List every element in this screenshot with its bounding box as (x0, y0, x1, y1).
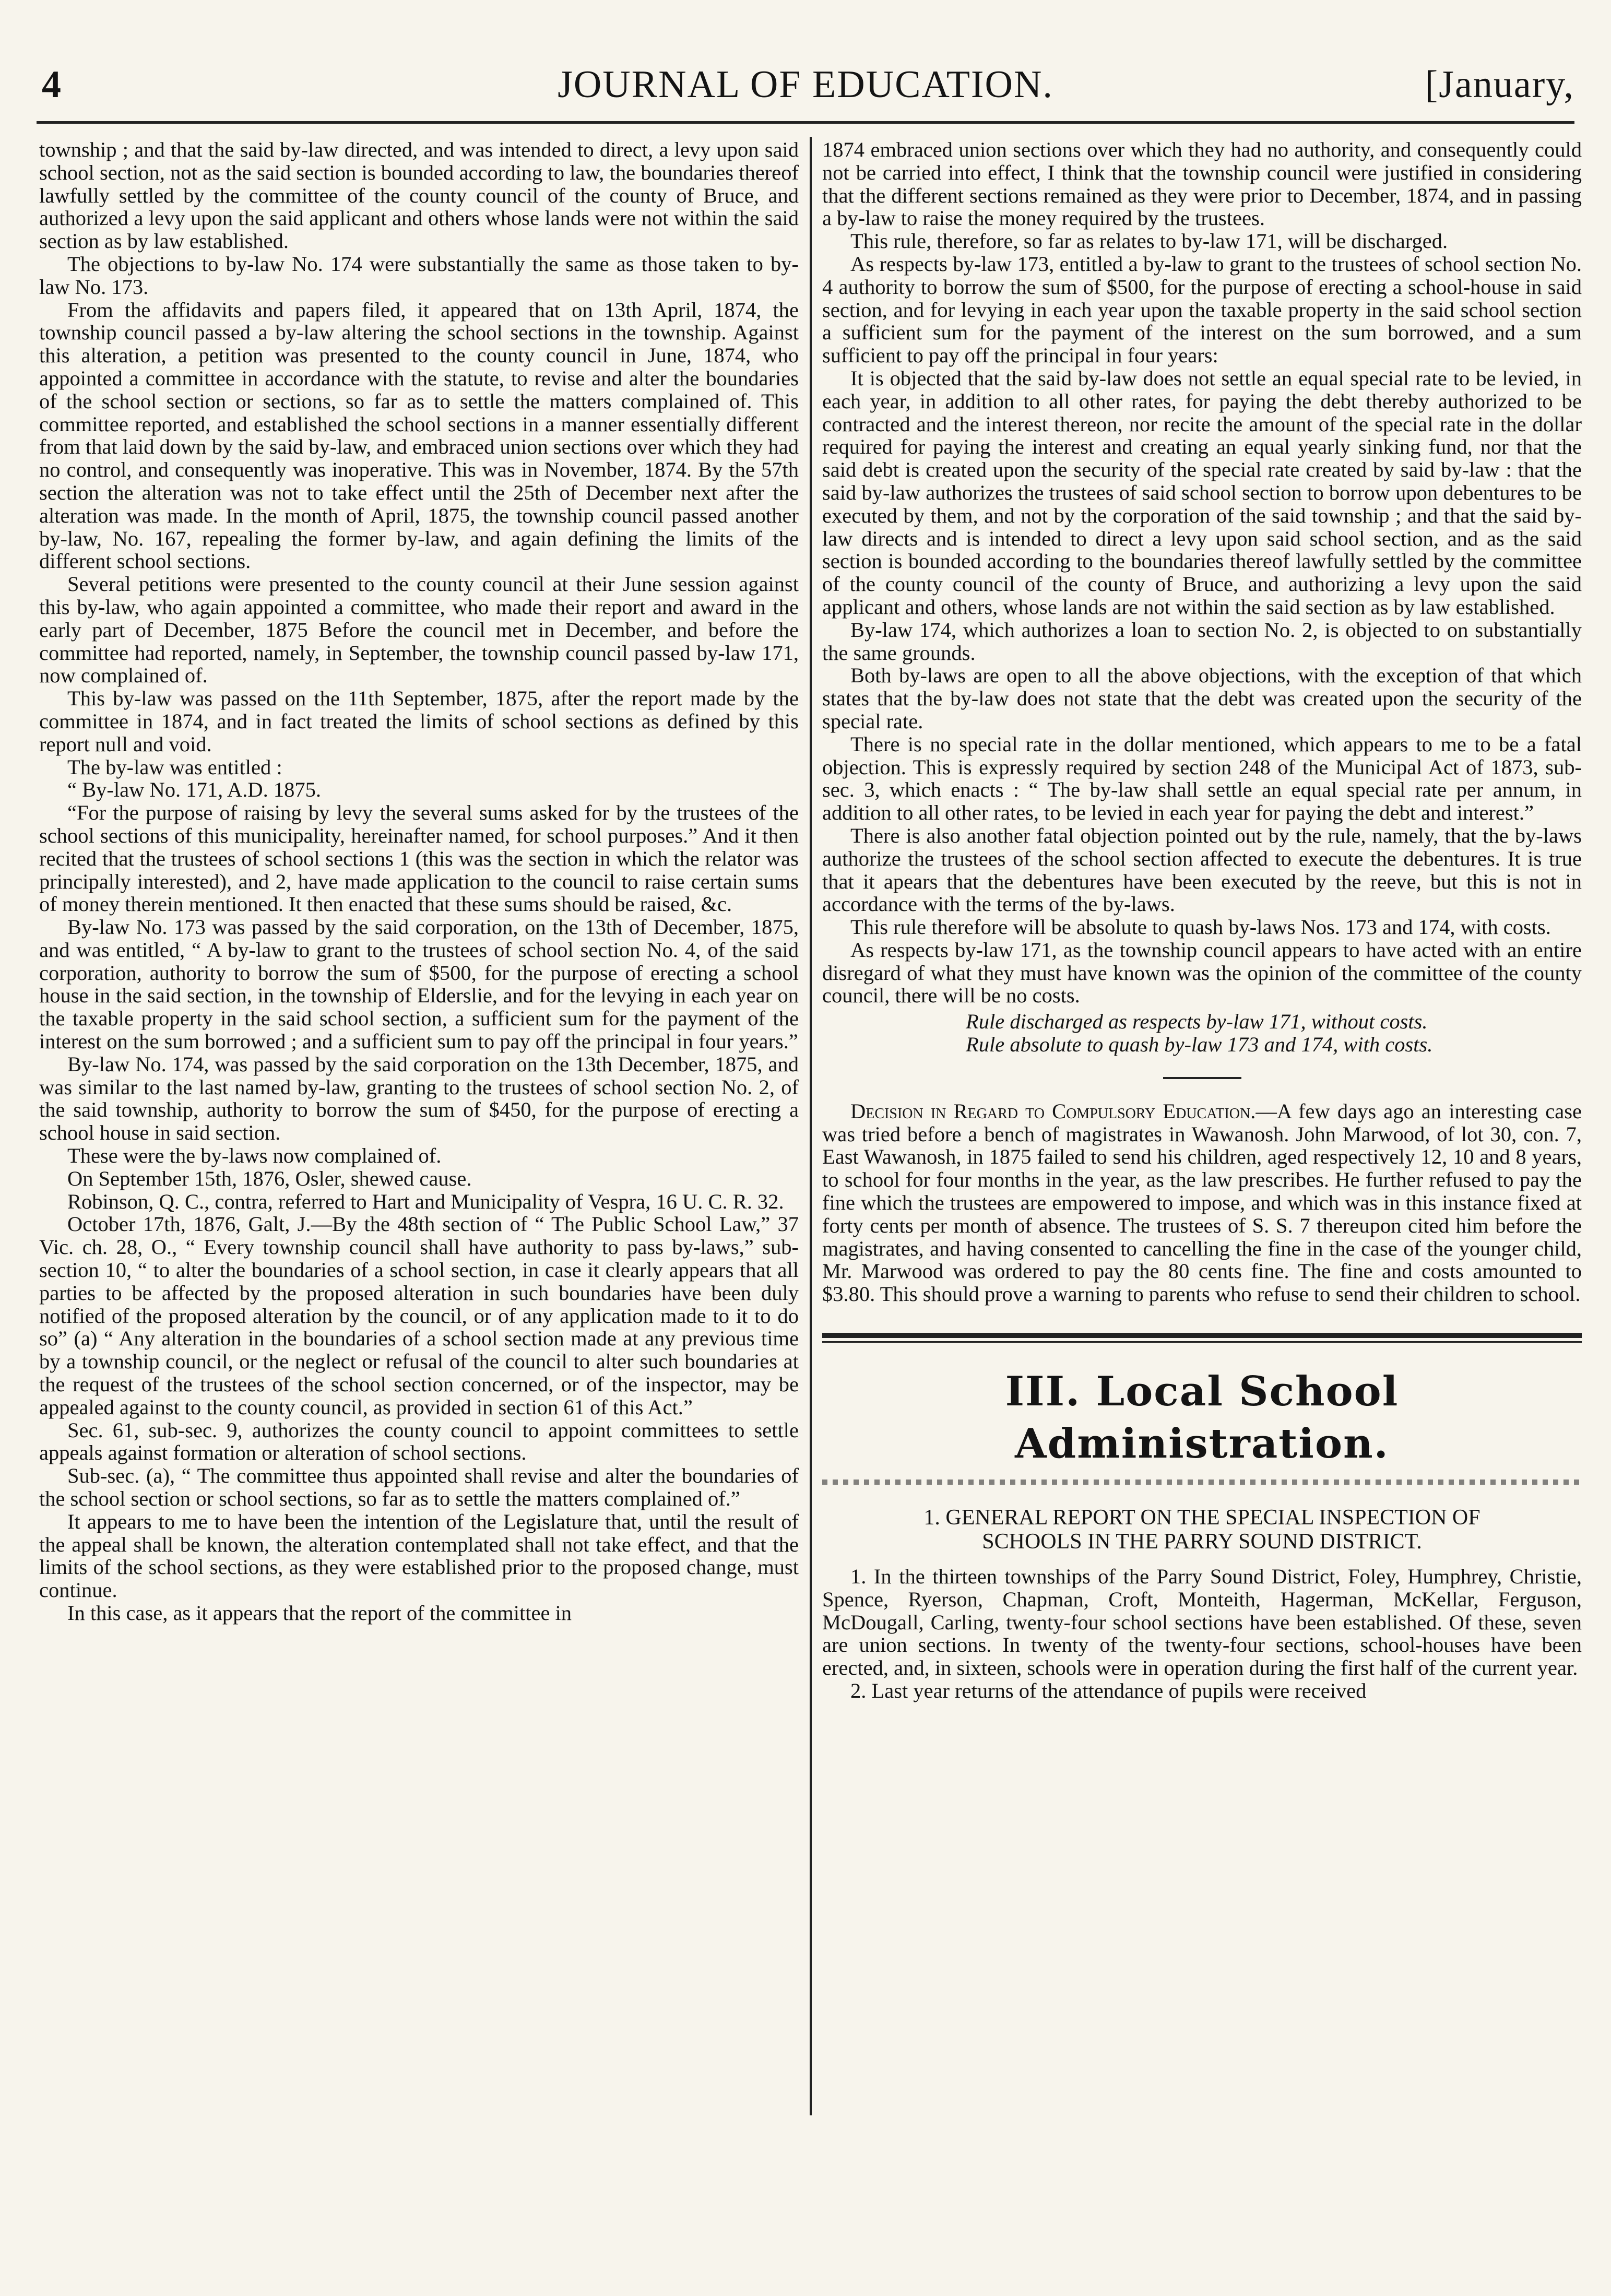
left-paragraph: By-law No. 173 was passed by the said corporation, on the 13th of December, 1875, and was entitled, “ A by-law to grant to the trustees of school section No. 4, of the said corporation, authority to borrow the sum of $500, for the purpose of erecting a school house in the said section, in the township of Elderslie, and for the levying in each year on the taxable property in the said school section, a sufficient sum for the payment of the interest on the sum borrowed ; and a sufficient sum to pay off the principal in four years.” (39, 915, 799, 1054)
right-paragraph: As respects by-law 171, as the township council appears to have acted with an entire disregard of what they must have known was the opinion of the committee of the county council, there will be no costs. (822, 938, 1582, 1008)
left-column (39, 138, 799, 1625)
right-paragraph: 1874 embraced union sections over which they had no authority, and consequently could not be carried into effect, I think that the township council were justified in considering that the different sections remained as they were prior to December, 1874, and in passing a by-law to raise the money required by the trustees. (822, 138, 1582, 230)
judgment-continuation (822, 138, 1582, 1007)
page-number: 4 (42, 63, 62, 106)
running-head (37, 63, 1574, 120)
ornamental-rule (822, 1480, 1582, 1485)
left-paragraph: This by-law was passed on the 11th September, 1875, after the report made by the committee in 1874, and in fact treated the limits of school sections as defined by this report null and void. (39, 687, 799, 756)
left-paragraph: It appears to me to have been the intention of the Legislature that, until the result of the appeal shall be known, the alteration contemplated shall not take effect, and that the limits of the school sections, as they were established prior to the proposed change, must continue. (39, 1509, 799, 1602)
left-paragraph: October 17th, 1876, Galt, J.—By the 48th section of “ The Public School Law,” 37 Vic. ch. 28, O., “ Every township council shall have authority to pass by-laws,” sub-section 10, “ to alter the boundaries of a school section, in case it clearly appears that all parties to be affected by the proposed alteration in such boundaries have been duly notified of the proposed alteration by the council, or of any application made to it to do so” (a) “ Any alteration in the boundaries of a school section made at any previous time by a township council, or the neglect or refusal of the council to alter such boundaries at the request of the trustees of the school section concerned, or of the inspector, may be appealed against to the county council, as provided in section 61 of this Act.” (39, 1212, 799, 1419)
right-paragraph: As respects by-law 173, entitled a by-law to grant to the trustees of school section No. 4 authority to borrow the sum of $500, for the purpose of erecting a school-house in said section, and for levying in each year upon the taxable property in the said school section a sufficient sum for the payment of the interest on the sum borrowed, and a sum sufficient to pay off the principal in four years: (822, 252, 1582, 368)
right-column (822, 138, 1582, 1702)
right-paragraph: There is no special rate in the dollar mentioned, which appears to me to be a fatal objection. This is expressly required by section 248 of the Municipal Act of 1873, sub-sec. 3, which enacts : “ The by-law shall settle an equal special rate per annum, in addition to all other rates, to be levied in each year for paying the debt and interest.” (822, 732, 1582, 825)
report-title-line-2: SCHOOLS IN THE PARRY SOUND DISTRICT. (982, 1530, 1422, 1554)
left-paragraph: These were the by-laws now complained of. (67, 1144, 442, 1168)
journal-title: JOURNAL OF EDUCATION. (558, 63, 1053, 106)
report-paragraph-2: 2. Last year returns of the attendance of pupils were received (850, 1679, 1367, 1703)
left-paragraph: The by-law was entitled : (67, 755, 282, 779)
column-divider (810, 137, 812, 2115)
left-paragraph: From the affidavits and papers filed, it appeared that on 13th April, 1874, the township council passed a by-law altering the school sections in the township. Against this alteration, a petition was presented to the county council in June, 1874, who appointed a committee in accordance with the statute, to revise and alter the boundaries of the school section or sections, so far as to settle the matters complained of. This committee reported, and established the school sections in a manner essentially different from that laid down by the said by-law, and embraced union sections over which they had no control, and consequently was inoperative. This was in November, 1874. By the 57th section the alteration was not to take effect until the 25th of December next after the alteration was made. In the month of April, 1875, the township council passed another by-law, No. 167, repealing the former by-law, and again defining the limits of the different school sections. (39, 298, 799, 573)
issue-month: [January, (1425, 63, 1574, 106)
right-paragraph: By-law 174, which authorizes a loan to section No. 2, is objected to on substantially the same grounds. (822, 618, 1582, 665)
left-paragraph: Several petitions were presented to the county council at their June session against this by-law, who again appointed a committee, who made their report and award in the early part of December, 1875 Before the council met in December, and before the committee had reported, namely, in September, the township council passed by-law 171, now complained of. (39, 572, 799, 688)
header-rule (37, 121, 1574, 124)
section-heading: III. Local School Administration. (1005, 1368, 1399, 1468)
right-paragraph: This rule therefore will be absolute to quash by-laws Nos. 173 and 174, with costs. (850, 915, 1551, 939)
left-paragraph: “For the purpose of raising by levy the several sums asked for by the trustees of the school sections of this municipality, hereinafter named, for school purposes.” And it then recited that the trustees of school sections 1 (this was the section in which the relator was principally interested), and 2, have made application to the council to raise certain sums of money therein mentioned. It then enacted that these sums should be raised, &c. (39, 801, 799, 916)
left-paragraph: Sec. 61, sub-sec. 9, authorizes the county council to appoint committees to settle appeals against formation or alteration of school sections. (39, 1418, 799, 1465)
left-paragraph: The objections to by-law No. 174 were substantially the same as those taken to by-law No. 173. (39, 252, 799, 299)
left-paragraph: Robinson, Q. C., contra, referred to Hart and Municipality of Vespra, 16 U. C. R. 32. (67, 1189, 784, 1213)
left-paragraph: township ; and that the said by-law directed, and was intended to direct, a levy upon said school section, not as the said section is bounded according to law, the boundaries thereof lawfully settled by the committee of the county council of the county of Bruce, and authorized a levy upon the said applicant and others whose lands were not within the said section as by law established. (39, 138, 799, 253)
decision-text: —A few days ago an interesting case was tried before a bench of magistrates in Wawanosh. John Marwood, of lot 30, con. 7, East Wawanosh, in 1875 failed to send his children, aged respectively 12, 10 and 8 years, to school for four months in the year, as the law prescribes. He further refused to pay the fine which the trustees are empowered to impose, and which was in this instance fixed at forty cents per month of absence. The trustees of S. S. 7 thereupon cited him before the magistrates, and having consented to cancelling the fine in the case of the younger child, Mr. Marwood was ordered to pay the 80 cents fine. The fine and costs amounted to $3.80. This should prove a warning to parents who refuse to send their children to school. (822, 1099, 1582, 1306)
rule-order-2: Rule absolute to quash by-law 173 and 174, with costs. (966, 1033, 1433, 1057)
separator-rule (1163, 1077, 1241, 1079)
right-paragraph: It is objected that the said by-law does not settle an equal special rate to be levied, in each year, in addition to all other rates, for paying the debt thereby authorized to be contracted and the interest thereon, nor recite the amount of the special rate in the dollar required for paying the interest and creating an equal yearly sinking fund, nor that the said debt is created upon the security of the special rate created by said by-law : that the said by-law authorizes the trustees of said school section to borrow upon debentures to be executed by them, and not by the corporation of the said township ; and that the said by-law directs and is intended to direct a levy upon said school section, and as the said section is bounded according to the boundaries thereof lawfully settled by the committee of the county council of the county of Bruce, and authorizing a levy upon the said applicant and others, whose lands are not within the said section as by law established. (822, 366, 1582, 619)
section-rule (822, 1333, 1582, 1343)
rule-orders (822, 1010, 1582, 1056)
left-paragraph: Sub-sec. (a), “ The committee thus appointed shall revise and alter the boundaries of the school section or school sections, so far as to settle the matters complained of.” (39, 1464, 799, 1511)
left-paragraph: “ By-law No. 171, A.D. 1875. (67, 778, 321, 802)
decision-article (822, 1100, 1582, 1306)
report-title (822, 1506, 1582, 1554)
report-title-line-1: 1. GENERAL REPORT ON THE SPECIAL INSPECTION OF (923, 1506, 1480, 1530)
left-paragraph: On September 15th, 1876, Osler, shewed cause. (67, 1166, 472, 1190)
rule-order-1: Rule discharged as respects by-law 171, without costs. (966, 1010, 1428, 1034)
left-paragraph: By-law No. 174, was passed by the said corporation on the 13th December, 1875, and was similar to the last named by-law, granting to the trustees of school section No. 2, of the said township, authority to borrow the sum of $450, for the purpose of erecting a school house in said section. (39, 1052, 799, 1145)
right-paragraph: There is also another fatal objection pointed out by the rule, namely, that the by-laws authorize the trustees of the school section affected to execute the debentures. It is true that it apears that the debentures have been executed by the reeve, but this is not in accordance with the terms of the by-laws. (822, 823, 1582, 916)
right-paragraph: Both by-laws are open to all the above objections, with the exception of that which states that the by-law does not state that the debt was created upon the security of the special rate. (822, 664, 1582, 733)
left-paragraph: In this case, as it appears that the report of the committee in (67, 1601, 572, 1625)
decision-lead: Decision in Regard to Compulsory Education. (850, 1099, 1256, 1123)
report-paragraph-1: 1. In the thirteen townships of the Parry Sound District, Foley, Humphrey, Christie, Spence, Ryerson, Chapman, Croft, Monteith, Hagerman, McKellar, Ferguson, McDougall, Carling, twenty-four school sections have been established. Of these, seven are union sections. In twenty of the twenty-four sections, school-houses have been erected, and, in sixteen, schools were in operation during the first half of the current year. (822, 1565, 1582, 1680)
right-paragraph: This rule, therefore, so far as relates to by-law 171, will be discharged. (850, 229, 1448, 253)
